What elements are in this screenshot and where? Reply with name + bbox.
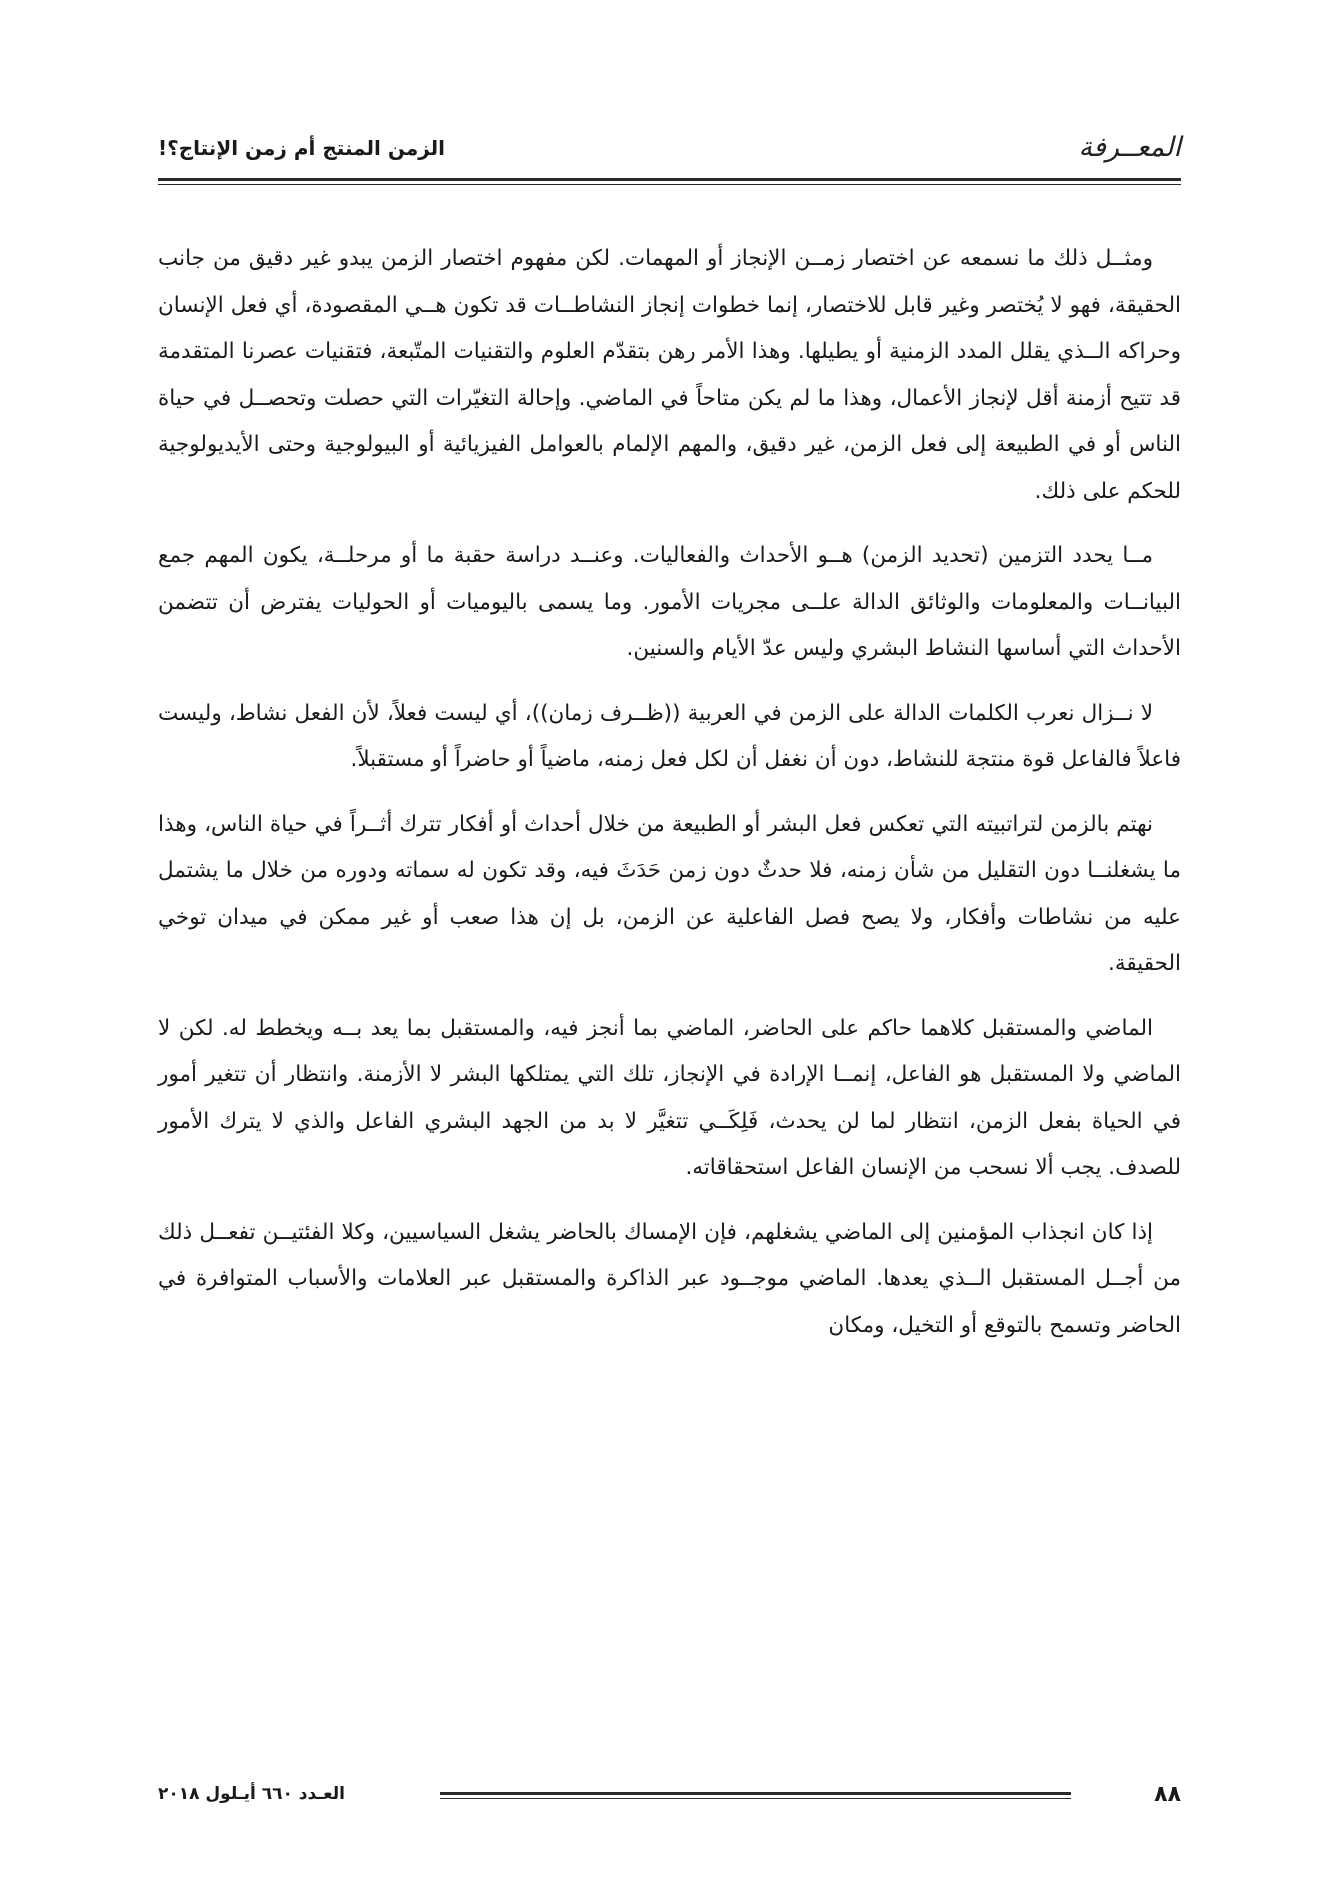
paragraph: مــا يحدد التزمين (تحديد الزمن) هــو الأحداث والفعاليات. وعنــد دراسة حقبة ما أو مرحلــة، يكون المهم جمع البيانــات والمعلومات والوثائق الدالة علــى مجريات الأمور. وما يسمى باليوميات أو الحوليات يفترض أن تتضمن الأحداث التي أساسها النشاط البشري وليس عدّ الأيام والسنين. [158, 543, 1181, 661]
paragraph: إذا كان انجذاب المؤمنين إلى الماضي يشغلهم، فإن الإمساك بالحاضر يشغل السياسيين، وكلا الفئتيــن تفعــل ذلك من أجــل المستقبل الــذي يعدها. الماضي موجــود عبر الذاكرة والمستقبل عبر العلامات والأسباب المتوافرة في الحاضر وتسمح بالتوقع أو التخيل، ومكان [158, 1219, 1181, 1338]
header-rule-thick [158, 178, 1181, 181]
page-header [158, 128, 1181, 168]
running-title: الزمن المنتج أم زمن الإنتاج؟! [158, 136, 446, 160]
paragraph: الماضي والمستقبل كلاهما حاكم على الحاضر، الماضي بما أنجز فيه، والمستقبل بما يعد بــه ويخطط له. لكن لا الماضي ولا المستقبل هو الفاعل، إنمــا الإرادة في الإنجاز، تلك التي يمتلكها البشر لا الأزمنة. وانتظار أن تتغير أمور في الحياة بفعل الزمن، انتظار لما لن يحدث، فَلِكَــي تتغيَّر لا بد من الجهد البشري الفاعل والذي لا يترك الأمور للصدف. يجب ألا نسحب من الإنسان الفاعل استحقاقاته. [158, 1015, 1181, 1180]
page-footer [158, 1782, 1181, 1812]
footer-rule-thin [440, 1798, 1071, 1799]
article-body [158, 236, 1181, 1367]
issue-info: العـدد ٦٦٠ أيـلول ٢٠١٨ [158, 1784, 345, 1804]
footer-rule-thick [440, 1792, 1071, 1795]
paragraph: نهتم بالزمن لتراتبيته التي تعكس فعل البشر أو الطبيعة من خلال أحداث أو أفكار تترك أثــراً في حياة الناس، وهذا ما يشغلنــا دون التقليل من شأن زمنه، فلا حدثٌ دون زمن حَدَثَ فيه، وقد تكون له سماته ودوره من خلال ما يشتمل عليه من نشاطات وأفكار، ولا يصح فصل الفاعلية عن الزمن، بل إن هذا صعب أو غير ممكن في ميدان توخي الحقيقة. [158, 811, 1181, 976]
paragraph: لا نــزال نعرب الكلمات الدالة على الزمن في العربية ((ظــرف زمان))، أي ليست فعلاً، لأن الفعل نشاط، وليست فاعلاً فالفاعل قوة منتجة للنشاط، دون أن نغفل أن لكل فعل زمنه، ماضياً أو حاضراً أو مستقبلاً. [158, 700, 1181, 772]
magazine-logo: المعــرفة [1078, 132, 1181, 163]
header-rule-thin [158, 184, 1181, 185]
page-number: ٨٨ [1154, 1782, 1181, 1807]
paragraph: ومثــل ذلك ما نسمعه عن اختصار زمــن الإنجاز أو المهمات. لكن مفهوم اختصار الزمن يبدو غير دقيق من جانب الحقيقة، فهو لا يُختصر وغير قابل للاختصار، إنما خطوات إنجاز النشاطــات قد تكون هــي المقصودة، أي فعل الإنسان وحراكه الــذي يقلل المدد الزمنية أو يطيلها. وهذا الأمر رهن بتقدّم العلوم والتقنيات المتّبعة، فتقنيات عصرنا المتقدمة قد تتيح أزمنة أقل لإنجاز الأعمال، وهذا ما لم يكن متاحاً في الماضي. وإحالة التغيّرات التي حصلت وتحصــل في حياة الناس أو في الطبيعة إلى فعل الزمن، غير دقيق، والمهم الإلمام بالعوامل الفيزيائية أو البيولوجية وحتى الأيديولوجية للحكم على ذلك. [158, 246, 1181, 504]
